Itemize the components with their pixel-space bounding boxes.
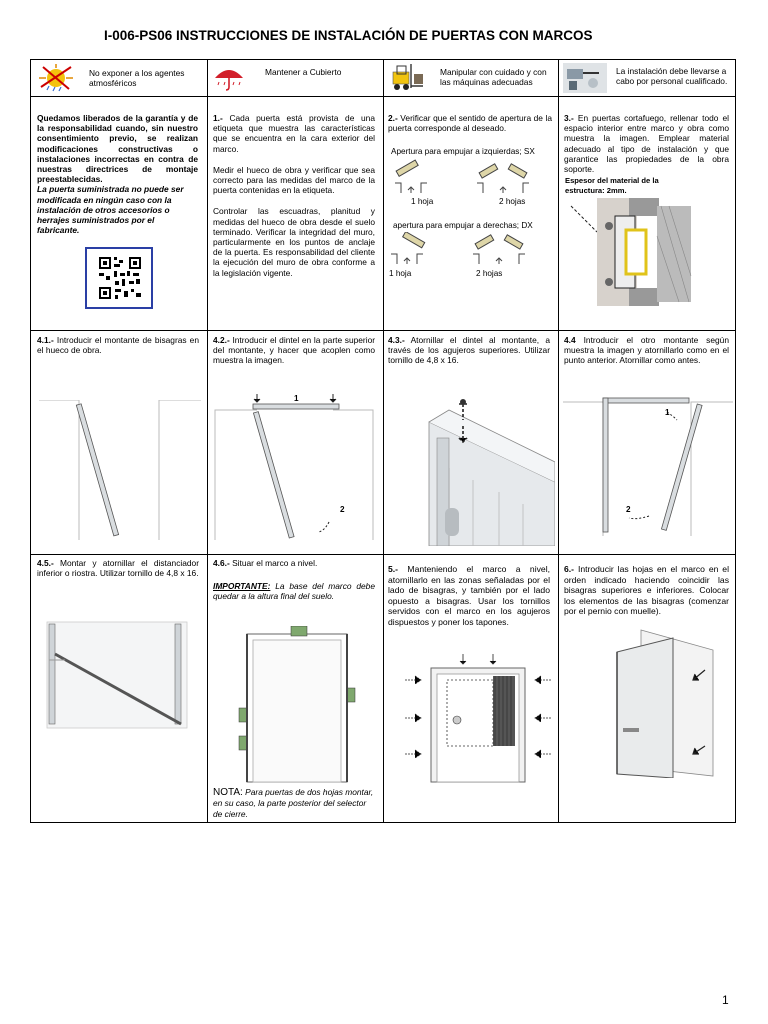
step-text: Introducir el montante de bisagras en el hueco de obra. — [37, 335, 199, 356]
important-label: IMPORTANTE: — [213, 581, 271, 592]
step-number: 4.2.- — [213, 335, 230, 345]
step-4-2-cell — [207, 332, 383, 369]
hinge-jamb-diagram — [39, 400, 201, 542]
step-text: Medir el hueco de obra y verificar que sea correcto para las medidas del marco de la puerta contenidas en la etiqueta. — [213, 164, 375, 196]
important-text: La base del marco debe quedar a la altura final del suelo. — [213, 581, 375, 602]
note-block — [207, 784, 383, 823]
two-leaves-label: 2 hojas — [476, 269, 503, 278]
step-text: Verificar que el sentido de apertura de la puerta corresponde al deseado. — [388, 113, 552, 134]
warranty-cell — [31, 110, 207, 238]
one-leaf-label: 1 hoja — [389, 269, 412, 278]
step-text: Montar y atornillar el distanciador inferior o riostra. Utilizar tornillo de 4,8 x 16. — [37, 558, 200, 579]
door-leaves-diagram — [609, 628, 719, 778]
frame-level-diagram — [233, 626, 363, 784]
step-3-cell — [558, 110, 737, 177]
header-text-weather: No exponer a los agentes atmosféricos — [89, 68, 185, 88]
step-text: Introducir el otro montante según muestra la imagen y atornillarlo como en el punto anterior. Atornillar como antes. — [564, 335, 730, 366]
step-text: Introducir el dintel en la parte superior del montante, y hacer que acoplen como muestra la imagen. — [213, 335, 376, 366]
step-number: 3.- — [564, 113, 574, 123]
lintel-assembly-diagram — [213, 390, 379, 542]
step-text: Introducir las hojas en el marco en el orden indicado haciendo coincidir las bisagras superiores e inferiores. Colocar los elementos de las bisagras (comenzar por el pernio con muelle). — [564, 564, 729, 617]
step-text: En puertas cortafuego, rellenar todo el espacio interior entre marco y obra como muestra la imagen. Emplear material adecuado al tipo de instalación y que garantice las propiedades de la obra soporte. — [564, 113, 730, 175]
step-4-6-cell — [207, 555, 383, 605]
step-number: 6.- — [564, 564, 575, 574]
step-text: Manteniendo el marco a nivel, atornillarlo en las zonas señaladas por el lado de bisagras, y también por el lado opuesto a bisagras. Usar los tornillos servidos con el marco en los agujeros dispuestos y poner los tapones. — [388, 564, 550, 627]
page-number: 1 — [722, 993, 729, 1007]
step-text: Cada puerta está provista de una etiqueta que muestra las características que se encuentra en la cara exterior del marco. — [213, 113, 375, 154]
installer-tools-icon — [563, 63, 607, 93]
column-divider — [383, 60, 384, 822]
qr-code-pattern — [87, 249, 151, 307]
marker-2: 2 — [626, 505, 631, 514]
fire-door-frame-section — [569, 196, 709, 312]
step-number: 4.5.- — [37, 558, 54, 568]
two-leaves-label: 2 hojas — [499, 197, 526, 206]
no-exposure-icon — [37, 63, 75, 93]
step-1-cell — [207, 110, 383, 281]
header-text-cover: Mantener a Cubierto — [265, 67, 342, 77]
door-swing-sx-diagram — [393, 159, 559, 199]
step-6-cell — [558, 561, 737, 620]
frame-screwing-diagram — [403, 654, 553, 784]
header-text-handling: Manipular con cuidado y con las máquinas adecuadas — [440, 67, 547, 87]
warranty-italic-text: La puerta suministrada no puede ser modificada en ningún caso con la instalación de otros accesorios o herrajes suministrados por el fabricante. — [37, 184, 184, 236]
instructions-table — [30, 59, 736, 823]
step-text: Atornillar el dintel al montante, a través de los agujeros superiores. Utilizar tornillo de 4,8 x 16. — [388, 335, 550, 366]
one-leaf-label: 1 hoja — [411, 197, 434, 206]
step-5-cell — [383, 561, 558, 631]
step-number: 4.6.- — [213, 558, 230, 568]
step-number: 4.1.- — [37, 335, 54, 345]
screw-detail-diagram — [419, 398, 555, 546]
step-number: 5.- — [388, 564, 399, 574]
step-4-1-cell — [31, 332, 207, 358]
marker-1: 1 — [294, 394, 299, 403]
marker-2: 2 — [340, 505, 345, 514]
step-number: 4.4 — [564, 335, 576, 345]
second-jamb-diagram — [563, 388, 733, 538]
umbrella-icon — [213, 64, 245, 92]
step-number: 1.- — [213, 113, 223, 123]
note-label: NOTA: — [213, 787, 243, 798]
step-number: 4.3.- — [388, 335, 405, 345]
step-text: Situar el marco a nivel. — [232, 558, 318, 568]
step-4-5-cell — [31, 555, 207, 581]
step-text: Controlar las escuadras, planitud y medidas del hueco de obra desde el suelo terminado. Verificar la integridad del muro, particularmente en los puntos de anclaje de la puerta. Es responsabilidad del cliente la ejecución del muro de obra conforme a la legislación vigente. — [213, 206, 375, 278]
step-number: 2.- — [388, 113, 398, 123]
material-caption: Espesor del material de la estructura: 2mm. — [565, 176, 659, 195]
bottom-spacer-diagram — [45, 620, 191, 730]
header-text-qualified: La instalación debe llevarse a cabo por personal cualificado. — [616, 66, 728, 86]
warranty-text: Quedamos liberados de la garantía y de la responsabilidad cuando, sin nuestro consentimiento previo, se realizan modificaciones constructivas o instalaciones incorrectas en contra de nuestras directrices de montaje preestablecidas. — [37, 113, 198, 185]
step-2-cell — [383, 110, 558, 136]
note-text: Para puertas de dos hojas montar, en su caso, la parte posterior del selector de cierre. — [213, 787, 374, 819]
marker-1: 1 — [665, 408, 670, 417]
forklift-icon — [387, 62, 427, 94]
step-4-4-cell — [558, 332, 737, 369]
sx-label: Apertura para empujar a izquierdas; SX — [391, 147, 535, 156]
document-title: I-006-PS06 INSTRUCCIONES DE INSTALACIÓN DE PUERTAS CON MARCOS — [104, 28, 593, 43]
door-swing-dx-diagram — [389, 232, 555, 270]
step-4-3-cell — [383, 332, 558, 369]
qr-code-icon[interactable] — [85, 247, 153, 309]
dx-label: apertura para empujar a derechas; DX — [393, 221, 533, 230]
